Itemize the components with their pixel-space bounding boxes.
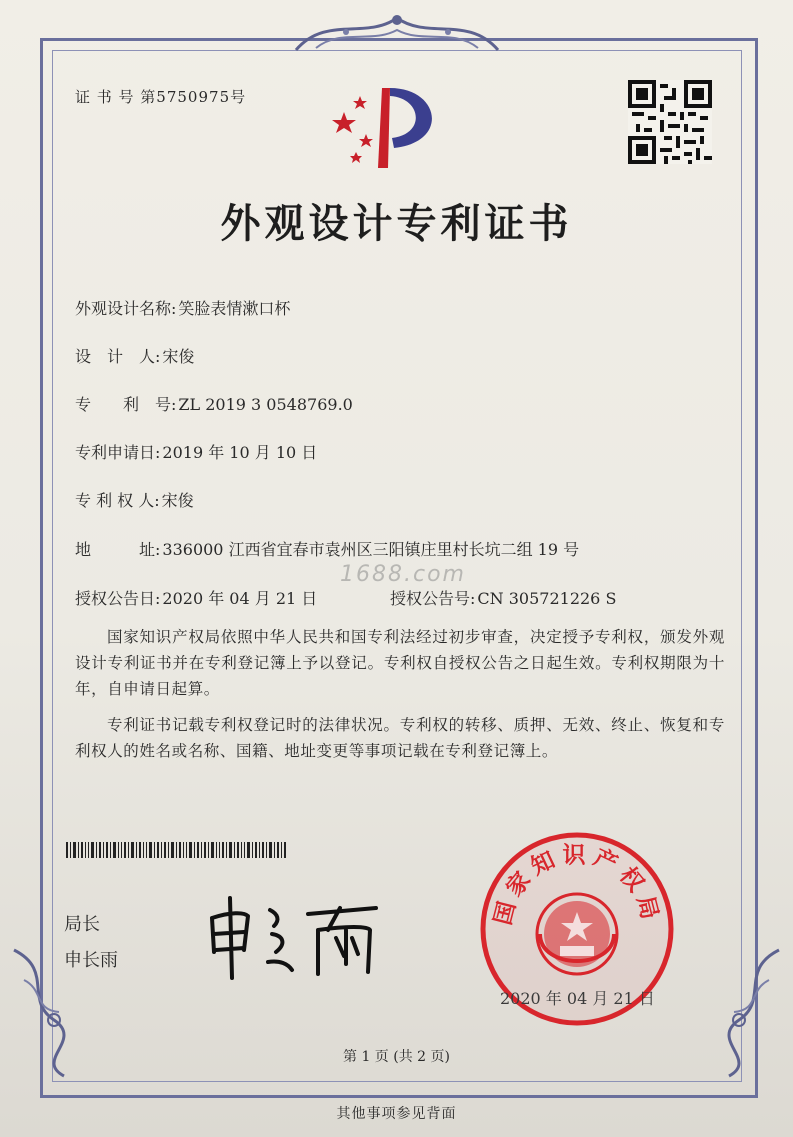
field-value: 2020 年 04 月 21 日 bbox=[162, 589, 318, 608]
official-title: 局长 bbox=[64, 914, 100, 935]
certificate-number: 证 书 号 第5750975号 bbox=[75, 88, 247, 106]
certificate-title: 外观设计专利证书 bbox=[220, 200, 573, 247]
field-designer bbox=[75, 344, 194, 367]
field-value: CN 305721226 S bbox=[477, 589, 617, 608]
field-patentee bbox=[75, 488, 194, 511]
field-value: ZL 2019 3 0548769.0 bbox=[178, 395, 353, 414]
body-paragraph: 专利证书记载专利权登记时的法律状况。专利权的转移、质押、无效、终止、恢复和专利权人的姓名或名称、国籍、地址变更等事项记载在专利登记簿上。 bbox=[75, 716, 725, 760]
footer-note: 其他事项参见背面 bbox=[336, 1106, 457, 1122]
field-design-name bbox=[75, 296, 290, 319]
field-value: 宋俊 bbox=[161, 491, 194, 510]
seal-date: 2020 年 04 月 21 日 bbox=[500, 989, 655, 1008]
field-label: 专利申请日: bbox=[75, 443, 161, 462]
qr-code bbox=[628, 80, 712, 164]
seal-text: 国家知识产权局 bbox=[490, 842, 664, 928]
field-grant-date bbox=[75, 586, 317, 609]
field-label: 授权公告号: bbox=[390, 589, 476, 608]
field-patent-number bbox=[75, 392, 353, 415]
field-value: 336000 江西省宜春市袁州区三阳镇庄里村长坑二组 19 号 bbox=[162, 540, 580, 559]
field-label: 地 址: bbox=[75, 540, 161, 559]
field-label: 专 利 号: bbox=[75, 395, 177, 414]
top-ornament bbox=[286, 10, 508, 54]
watermark: 1688.com bbox=[340, 562, 466, 587]
official-name: 申长雨 bbox=[64, 950, 118, 971]
field-address bbox=[75, 537, 579, 560]
field-label: 设 计 人: bbox=[75, 347, 161, 366]
field-announcement-number bbox=[390, 586, 616, 609]
field-value: 2019 年 10 月 10 日 bbox=[162, 443, 318, 462]
field-label: 外观设计名称: bbox=[75, 299, 177, 318]
page-number: 第 1 页 (共 2 页) bbox=[343, 1049, 450, 1065]
patent-office-logo bbox=[330, 82, 452, 174]
signature bbox=[200, 890, 400, 982]
field-label: 授权公告日: bbox=[75, 589, 161, 608]
barcode bbox=[66, 842, 286, 858]
field-label: 专 利 权 人: bbox=[75, 491, 160, 510]
body-paragraph: 国家知识产权局依照中华人民共和国专利法经过初步审查，决定授予专利权，颁发外观设计专利证书并在专利登记簿上予以登记。专利权自授权公告之日起生效。专利权期限为十年，自申请日起算。 bbox=[75, 628, 725, 698]
field-value: 宋俊 bbox=[162, 347, 195, 366]
certificate-body bbox=[75, 624, 725, 774]
field-application-date bbox=[75, 440, 317, 463]
field-value: 笑脸表情漱口杯 bbox=[178, 299, 291, 318]
